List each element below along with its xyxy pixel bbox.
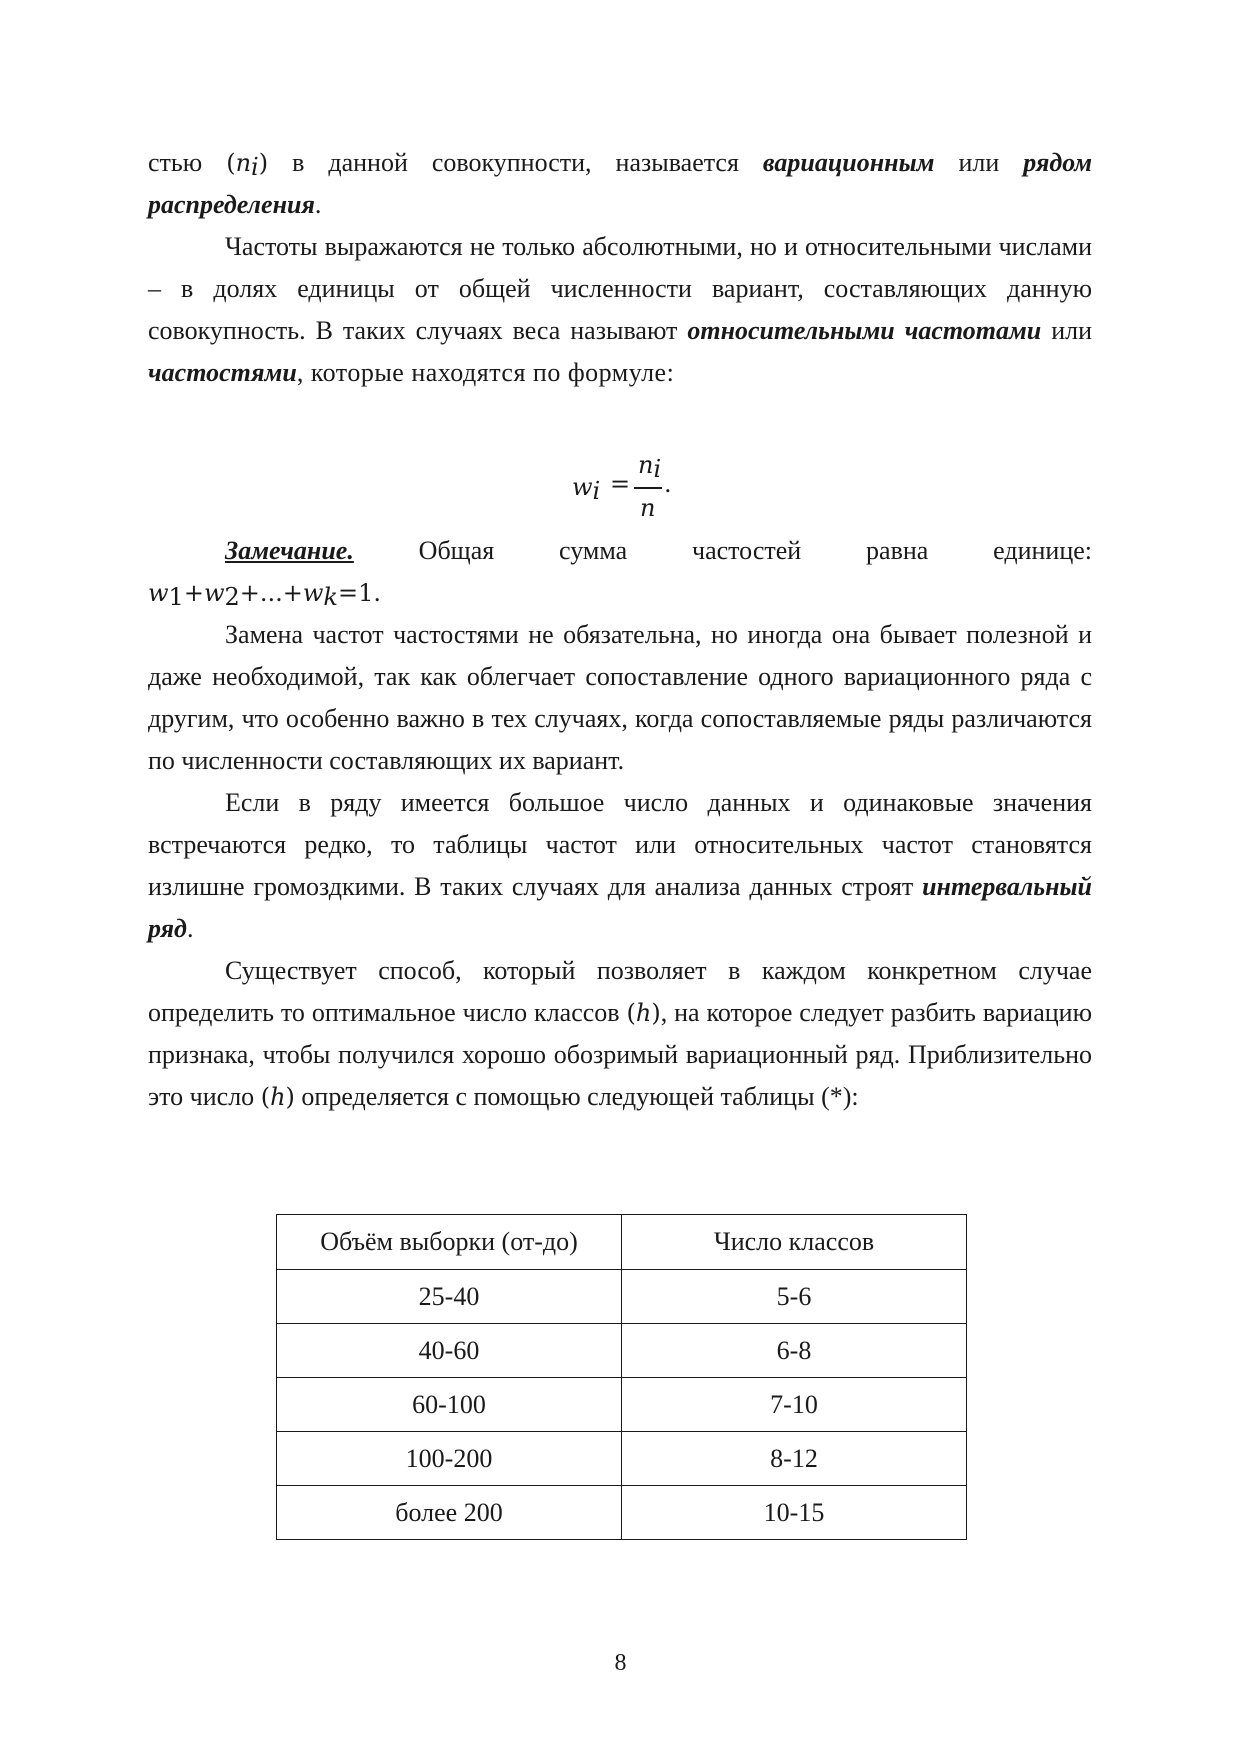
math-w: w [302,579,324,607]
math-equals-one: =1. [337,579,381,607]
text-fragment: или [958,148,1000,177]
text-fragment: . [186,914,194,943]
math-h: h [270,1083,286,1111]
formula-numerator [638,450,662,483]
table-row [277,1486,967,1540]
formula-denominator: n [640,494,656,522]
text-block-top [148,142,1092,394]
cell-number-of-classes: 10-15 [622,1486,967,1540]
text-fragment: , которые находятся по формуле: [296,358,675,387]
classes-table-wrapper [276,1214,967,1540]
text-fragment: или [1051,316,1093,345]
paren-close: ) [285,1083,295,1111]
cell-number-of-classes: 7-10 [622,1378,967,1432]
cell-sample-size: 100-200 [277,1432,622,1486]
paragraph-remark [148,530,1092,572]
text-fragment: . [314,190,322,219]
cell-sample-size: 25-40 [277,1270,622,1324]
text-fragment: Если в ряду имеется большое число данных и одинаковые значения встречаются редко, то таблицы частот или относительных частот становятся излишне громоздкими. В таких случаях для анализа данных строят [148,788,1092,901]
cell-number-of-classes: 6-8 [622,1324,967,1378]
math-n: n [638,451,654,479]
term-distribution-series: рядом распределения [148,148,1093,219]
header-number-of-classes: Число классов [622,1215,967,1270]
paren-open: ( [626,999,636,1027]
remark-formula [148,572,1092,614]
cell-sample-size: 40-60 [277,1324,622,1378]
paragraph-optimal-classes [148,950,1092,1118]
math-sub-i: i [251,153,259,181]
term-relative-frequencies: относительными частотами [687,316,1042,345]
cell-sample-size: 60-100 [277,1378,622,1432]
math-sub-2: 2 [224,583,240,611]
text-fragment: Частоты выражаются не только абсолютными, но и относительными числами – в долях единицы от общей численности вариант, составляющих данную совокупность. В таких случаях веса называют [148,232,1092,345]
term-variational: вариационным [762,148,935,177]
table-row [277,1270,967,1324]
table-row [277,1378,967,1432]
math-sub-i: i [592,477,601,505]
paren-open: ( [260,1083,271,1111]
math-plus: + [183,579,204,607]
page-number: 8 [614,1650,627,1676]
text-fragment: , на которое следует разбить вариацию признака, чтобы получился хорошо обозримый вариационный ряд. Приблизительно это число [148,998,1093,1111]
cell-number-of-classes: 5-6 [622,1270,967,1324]
math-h: h [635,999,652,1027]
remark-heading: Замечание. [225,536,354,565]
formula-lhs [572,472,601,505]
math-n: n [235,149,252,177]
math-w: w [148,579,169,607]
formula-relative-frequency [560,450,720,530]
paragraph-interval-series [148,782,1092,950]
math-sub-i: i [653,455,662,483]
formula-equals: = [610,470,631,498]
text-fragment: определяется с помощью следующей таблицы (*): [301,1082,859,1111]
paragraph-replacement [148,614,1092,782]
math-sub-k: k [323,583,338,611]
paren-close: ) [651,999,661,1027]
term-frequencies: частостями [148,358,297,387]
table-header-row [277,1215,967,1270]
math-w: w [203,579,225,607]
fraction-bar [634,487,662,489]
table-row [277,1432,967,1486]
formula-period: . [664,470,672,498]
paren-open: ( [226,149,236,177]
term-interval-series: интервальный ряд [148,872,1093,943]
remark-text: Общая сумма частостей равна единице: [418,536,1092,565]
cell-sample-size: более 200 [277,1486,622,1540]
cell-number-of-classes: 8-12 [622,1432,967,1486]
paragraph-relative-frequencies [148,226,1092,394]
classes-table [276,1214,967,1540]
table-row [277,1324,967,1378]
text-fragment: Существует способ, который позволяет в каждом конкретном случае определить то оптимальное число классов [148,956,1092,1027]
math-sub-1: 1 [168,583,184,611]
paragraph-variation-series [148,142,1092,226]
header-sample-size: Объём выборки (от-до) [277,1215,622,1270]
text-block-middle [148,530,1092,1118]
paren-close: ) [258,149,269,177]
text-fragment: стью [148,148,203,177]
text-fragment: Замена частот частостями не обязательна, но иногда она бывает полезной и даже необходимой, так как облегчает сопоставление одного вариационного ряда с другим, что особенно важно в тех случаях, когда сопоставляемые ряды различаются по численности составляющих их вариант. [148,620,1092,775]
text-fragment: в данной совокупности, называется [292,148,739,177]
math-dots: +...+ [239,579,303,607]
math-w: w [572,473,593,501]
